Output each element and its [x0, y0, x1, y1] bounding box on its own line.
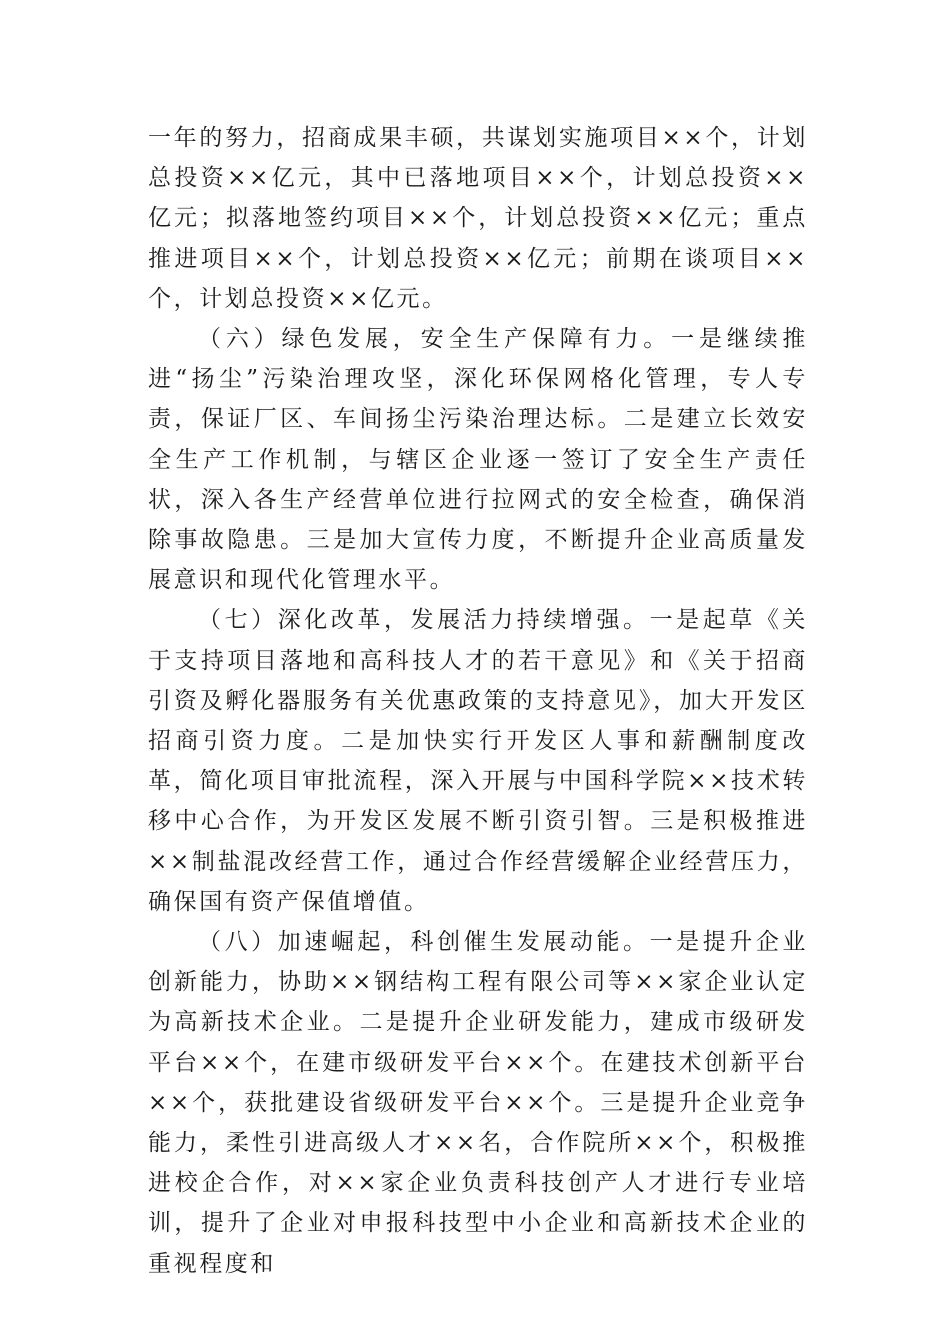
- document-page: [148, 118, 808, 1284]
- paragraph-deepen-reform: （七）深化改革，发展活力持续增强。一是起草《关于支持项目落地和高科技人才的若干意见》和《关于招商引资及孵化器服务有关优惠政策的支持意见》，加大开发区招商引资力度。二是加快实行开发区人事和薪酬制度改革，简化项目审批流程，深入开展与中国科学院××技术转移中心合作，为开发区发展不断引资引智。三是积极推进××制盐混改经营工作，通过合作经营缓解企业经营压力，确保国有资产保值增值。: [148, 607, 808, 915]
- paragraph-investment-results: 一年的努力，招商成果丰硕，共谋划实施项目××个，计划总投资××亿元，其中已落地项目××个，计划总投资××亿元；拟落地签约项目××个，计划总投资××亿元；重点推进项目××个，计划总投资××亿元；前期在谈项目××个，计划总投资××亿元。: [148, 125, 808, 312]
- paragraph-tech-innovation: （八）加速崛起，科创催生发展动能。一是提升企业创新能力，协助××钢结构工程有限公司等××家企业认定为高新技术企业。二是提升企业研发能力，建成市级研发平台××个，在建市级研发平台××个。在建技术创新平台××个，获批建设省级研发平台××个。三是提升企业竞争能力，柔性引进高级人才××名，合作院所××个，积极推进校企合作，对××家企业负责科技创产人才进行专业培训，提升了企业对申报科技型中小企业和高新技术企业的重视程度和: [148, 929, 808, 1277]
- paragraph-green-development: （六）绿色发展，安全生产保障有力。一是继续推进“扬尘”污染治理攻坚，深化环保网格化管理，专人专责，保证厂区、车间扬尘污染治理达标。二是建立长效安全生产工作机制，与辖区企业逐一签订了安全生产责任状，深入各生产经营单位进行拉网式的安全检查，确保消除事故隐患。三是加大宣传力度，不断提升企业高质量发展意识和现代化管理水平。: [148, 326, 808, 594]
